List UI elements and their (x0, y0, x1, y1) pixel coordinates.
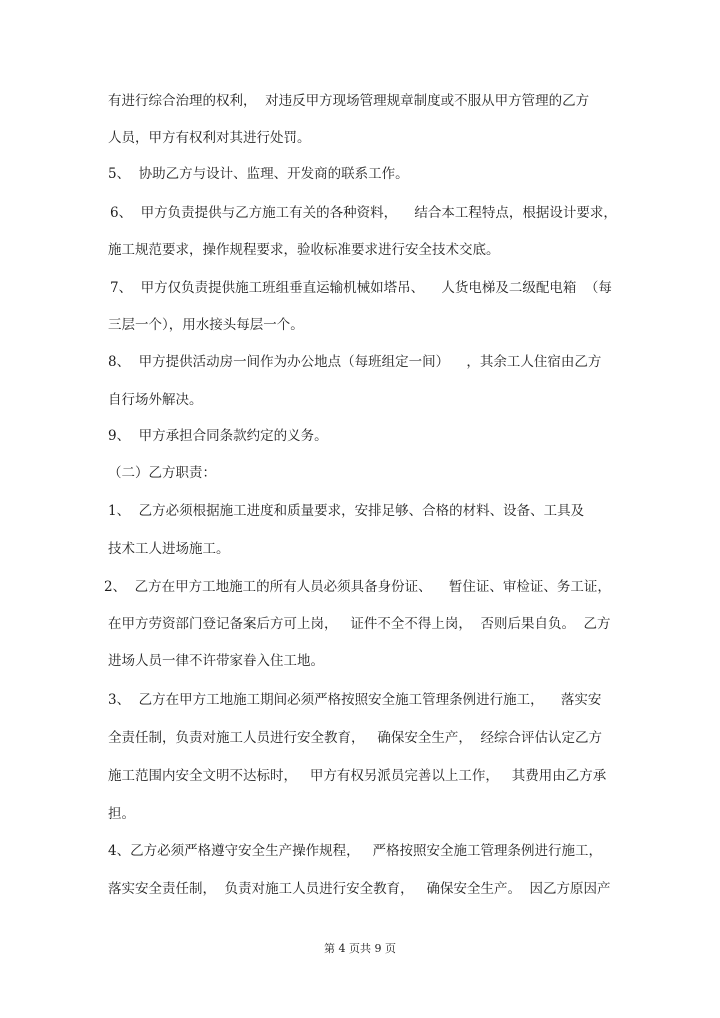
text-line: 4、乙方必须严格遵守安全生产操作规程， 严格按照安全施工管理条例进行施工， (108, 843, 602, 859)
text-line: 2、 乙方在甲方工地施工的所有人员必须具备身份证、 暂住证、审检证、务工证， (104, 579, 611, 595)
text-line: 施工规范要求，操作规程要求，验收标准要求进行安全技术交底。 (108, 242, 500, 258)
page-indicator: 第 4 页共 9 页 (324, 942, 396, 955)
text-line: 有进行综合治理的权利， 对违反甲方现场管理规章制度或不服从甲方管理的乙方 (108, 93, 590, 109)
section-heading: （二）乙方职责： (108, 465, 216, 481)
text-line: 施工范围内安全文明不达标时， 甲方有权另派员完善以上工作， 其费用由乙方承 (108, 768, 607, 784)
text-line: 7、 甲方仅负责提供施工班组垂直运输机械如塔吊、 人货电梯及二级配电箱 （每 (110, 280, 612, 296)
text-line: 1、 乙方必须根据施工进度和质量要求，安排足够、合格的材料、设备、工具及 (108, 503, 585, 519)
text-line: 在甲方劳资部门登记备案后方可上岗， 证件不全不得上岗， 否则后果自负。 乙方 (108, 616, 611, 632)
text-line: 全责任制，负责对施工人员进行安全教育， 确保安全生产， 经综合评估认定乙方 (108, 730, 602, 746)
text-line: 6、 甲方负责提供与乙方施工有关的各种资料， 结合本工程特点，根据设计要求， (110, 205, 617, 221)
text-line: 担。 (108, 806, 135, 822)
text-line: 9、 甲方承担合同条款约定的义务。 (108, 428, 328, 444)
text-line: 3、 乙方在甲方工地施工期间必须严格按照安全施工管理条例进行施工， 落实安 (108, 692, 602, 708)
text-line: 人员，甲方有权利对其进行处罚。 (108, 130, 311, 146)
text-line: 三层一个），用水接头每层一个。 (108, 317, 304, 333)
text-line: 自行场外解决。 (108, 392, 203, 408)
text-line: 技术工人进场施工。 (108, 541, 230, 557)
text-line: 5、 协助乙方与设计、监理、开发商的联系工作。 (108, 166, 409, 182)
text-line: 8、 甲方提供活动房一间作为办公地点（每班组定一间） ，其余工人住宿由乙方 (108, 354, 602, 370)
text-line: 进场人员一律不许带家眷入住工地。 (108, 653, 324, 669)
text-line: 落实安全责任制， 负责对施工人员进行安全教育， 确保安全生产。 因乙方原因产 (108, 881, 611, 897)
